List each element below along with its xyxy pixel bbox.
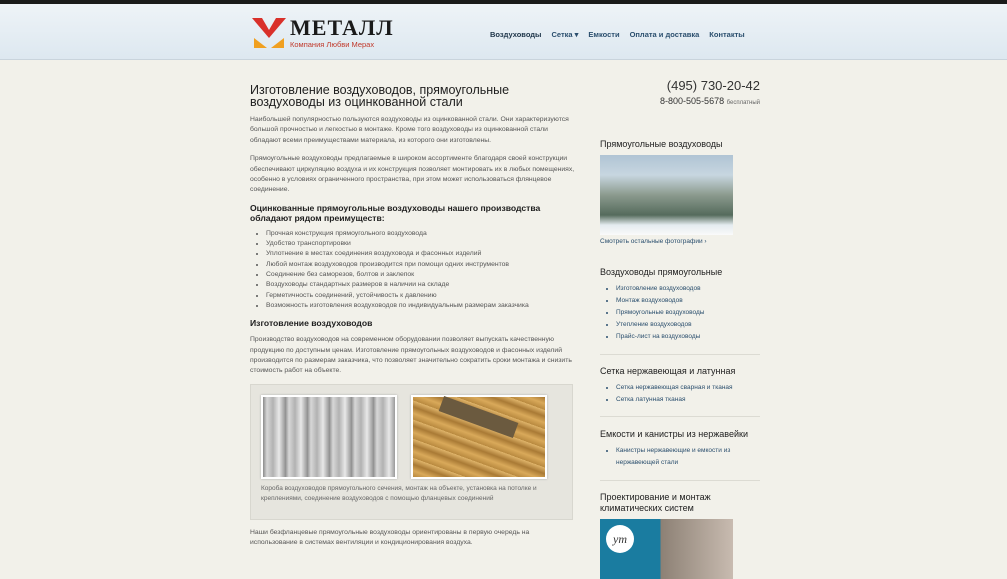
sidebar-links (616, 382, 760, 406)
page-title: Изготовление воздуховодов, прямоугольные воздуховоды из оцинкованной стали (250, 83, 510, 109)
nav-contacts[interactable]: Контакты (709, 30, 745, 39)
photo-gallery (250, 384, 573, 520)
nav-tanks[interactable]: Емкости (588, 30, 620, 39)
sidebar-heading: Воздуховоды прямоугольные (600, 267, 723, 277)
nav-mesh[interactable]: Сетка ▾ (551, 30, 579, 39)
logo-mark-icon (252, 16, 286, 48)
sidebar-divider (600, 416, 760, 417)
list-item: • Воздуховоды стандартных размеров в наличии на складе (266, 280, 575, 290)
sidebar-divider (600, 480, 760, 481)
site-header (0, 4, 1007, 60)
sidebar-heading: Емкости и канистры из нержавейки (600, 429, 748, 439)
nav-payment-delivery[interactable]: Оплата и доставка (629, 30, 700, 39)
phone-free-note: бесплатный (726, 100, 760, 106)
climate-banner[interactable] (600, 519, 733, 579)
ducts-photo[interactable] (600, 155, 733, 235)
sidebar-heading: Сетка нержавеющая и латунная (600, 366, 736, 376)
site-logo[interactable] (252, 16, 392, 52)
ym-badge: ym (606, 525, 634, 553)
production-heading: Изготовление воздуховодов (250, 318, 373, 329)
list-item: • Уплотнение в местах соединения воздуховода и фасонных изделий (266, 249, 575, 259)
sidebar-link[interactable]: • Прямоугольные воздуховоды (616, 307, 760, 319)
main-content (250, 84, 575, 549)
sidebar-section-tanks (600, 429, 760, 469)
advantages-heading: Оцинкованные прямоугольные воздуховоды нашего производства обладают рядом преимуществ: (250, 202, 541, 223)
sidebar-link[interactable]: • Сетка латунная тканая (616, 394, 760, 406)
sidebar-section-mesh (600, 366, 760, 406)
sidebar-section-ducts (600, 267, 760, 343)
sidebar-divider (600, 354, 760, 355)
phone-free-number: 8-800-505-5678 (660, 96, 725, 106)
sidebar-section-climate (600, 492, 760, 579)
sidebar-link[interactable]: • Изготовление воздуховодов (616, 283, 760, 295)
phone-number: (495) 730-20-42 (666, 78, 760, 93)
sidebar-link[interactable]: • Прайс-лист на воздуховоды (616, 331, 760, 343)
list-item: • Любой монтаж воздуховодов производится при помощи одних инструментов (266, 260, 575, 270)
sidebar-link[interactable]: • Сетка нержавеющая сварная и тканая (616, 382, 760, 394)
sidebar-links (616, 283, 760, 343)
sidebar-link[interactable]: • Монтаж воздуховодов (616, 295, 760, 307)
advantages-list (266, 229, 575, 311)
sidebar-heading: Проектирование и монтаж климатических систем (600, 492, 711, 513)
sidebar-link[interactable]: • Канистры нержавеющие и емкости из нержавеющей стали (616, 445, 760, 469)
main-nav (490, 30, 745, 39)
gallery-photo-1[interactable] (261, 395, 397, 479)
sidebar-link[interactable]: • Утепление воздуховодов (616, 319, 760, 331)
gallery-photo-2[interactable] (411, 395, 547, 479)
list-item: • Удобство транспортировки (266, 239, 575, 249)
sidebar-heading: Прямоугольные воздуховоды (600, 139, 723, 149)
intro-paragraph-1: Наибольшей популярностью пользуются воздуховоды из оцинкованной стали. Они характеризуются большой прочностью и легкостью в монтаже. Кроме того воздуховоды из оцинкованной стали обладают всеми преимуществами материала, из которого они изготовлены. (250, 116, 569, 144)
list-item: • Герметичность соединений, устойчивость к давлению (266, 291, 575, 301)
list-item: • Соединение без саморезов, болтов и заклепок (266, 270, 575, 280)
sidebar-section-ducts-photo (600, 139, 760, 245)
more-photos-link[interactable]: Смотреть остальные фотографии › (600, 238, 707, 245)
nav-ducts[interactable]: Воздуховоды (490, 30, 542, 39)
list-item: • Возможность изготовления воздуховодов по индивидуальным размерам заказчика (266, 301, 575, 311)
production-paragraph: Производство воздуховодов на современном оборудовании позволяет выпускать качественную продукцию по доступным ценам. Изготовление прямоугольных воздуховодов и фасонных изделий производится по размерам заказчика, что позволяет значительно сократить сроки монтажа и снизить стоимость работ на объекте. (250, 336, 572, 375)
phone-free (600, 96, 760, 106)
sidebar (600, 78, 760, 546)
logo-subtitle: Компания Любви Мерах (290, 40, 375, 49)
list-item: • Прочная конструкция прямоугольного воздуховода (266, 229, 575, 239)
logo-title: МЕТАЛЛ (290, 15, 394, 40)
gallery-caption: Короба воздуховодов прямоугольного сечения, монтаж на объекте, установка на потолке и креплениями, соединение воздуховодов с помощью фланцевых соединений (261, 484, 537, 502)
intro-paragraph-2: Прямоугольные воздуховоды предлагаемые в широком ассортименте благодаря своей конструкции обеспечивают циркуляцию воздуха и их конструкция позволяет монтировать их в любых помещениях, особенно в условиях ограниченного пространства, при этом может использоваться флянцевое соединение. (250, 155, 575, 194)
sidebar-links (616, 445, 760, 469)
outro-paragraph: Наши безфланцевые прямоугольные воздуховоды ориентированы в первую очередь на использование в системах вентиляции и кондиционирования воздуха. (250, 528, 530, 547)
